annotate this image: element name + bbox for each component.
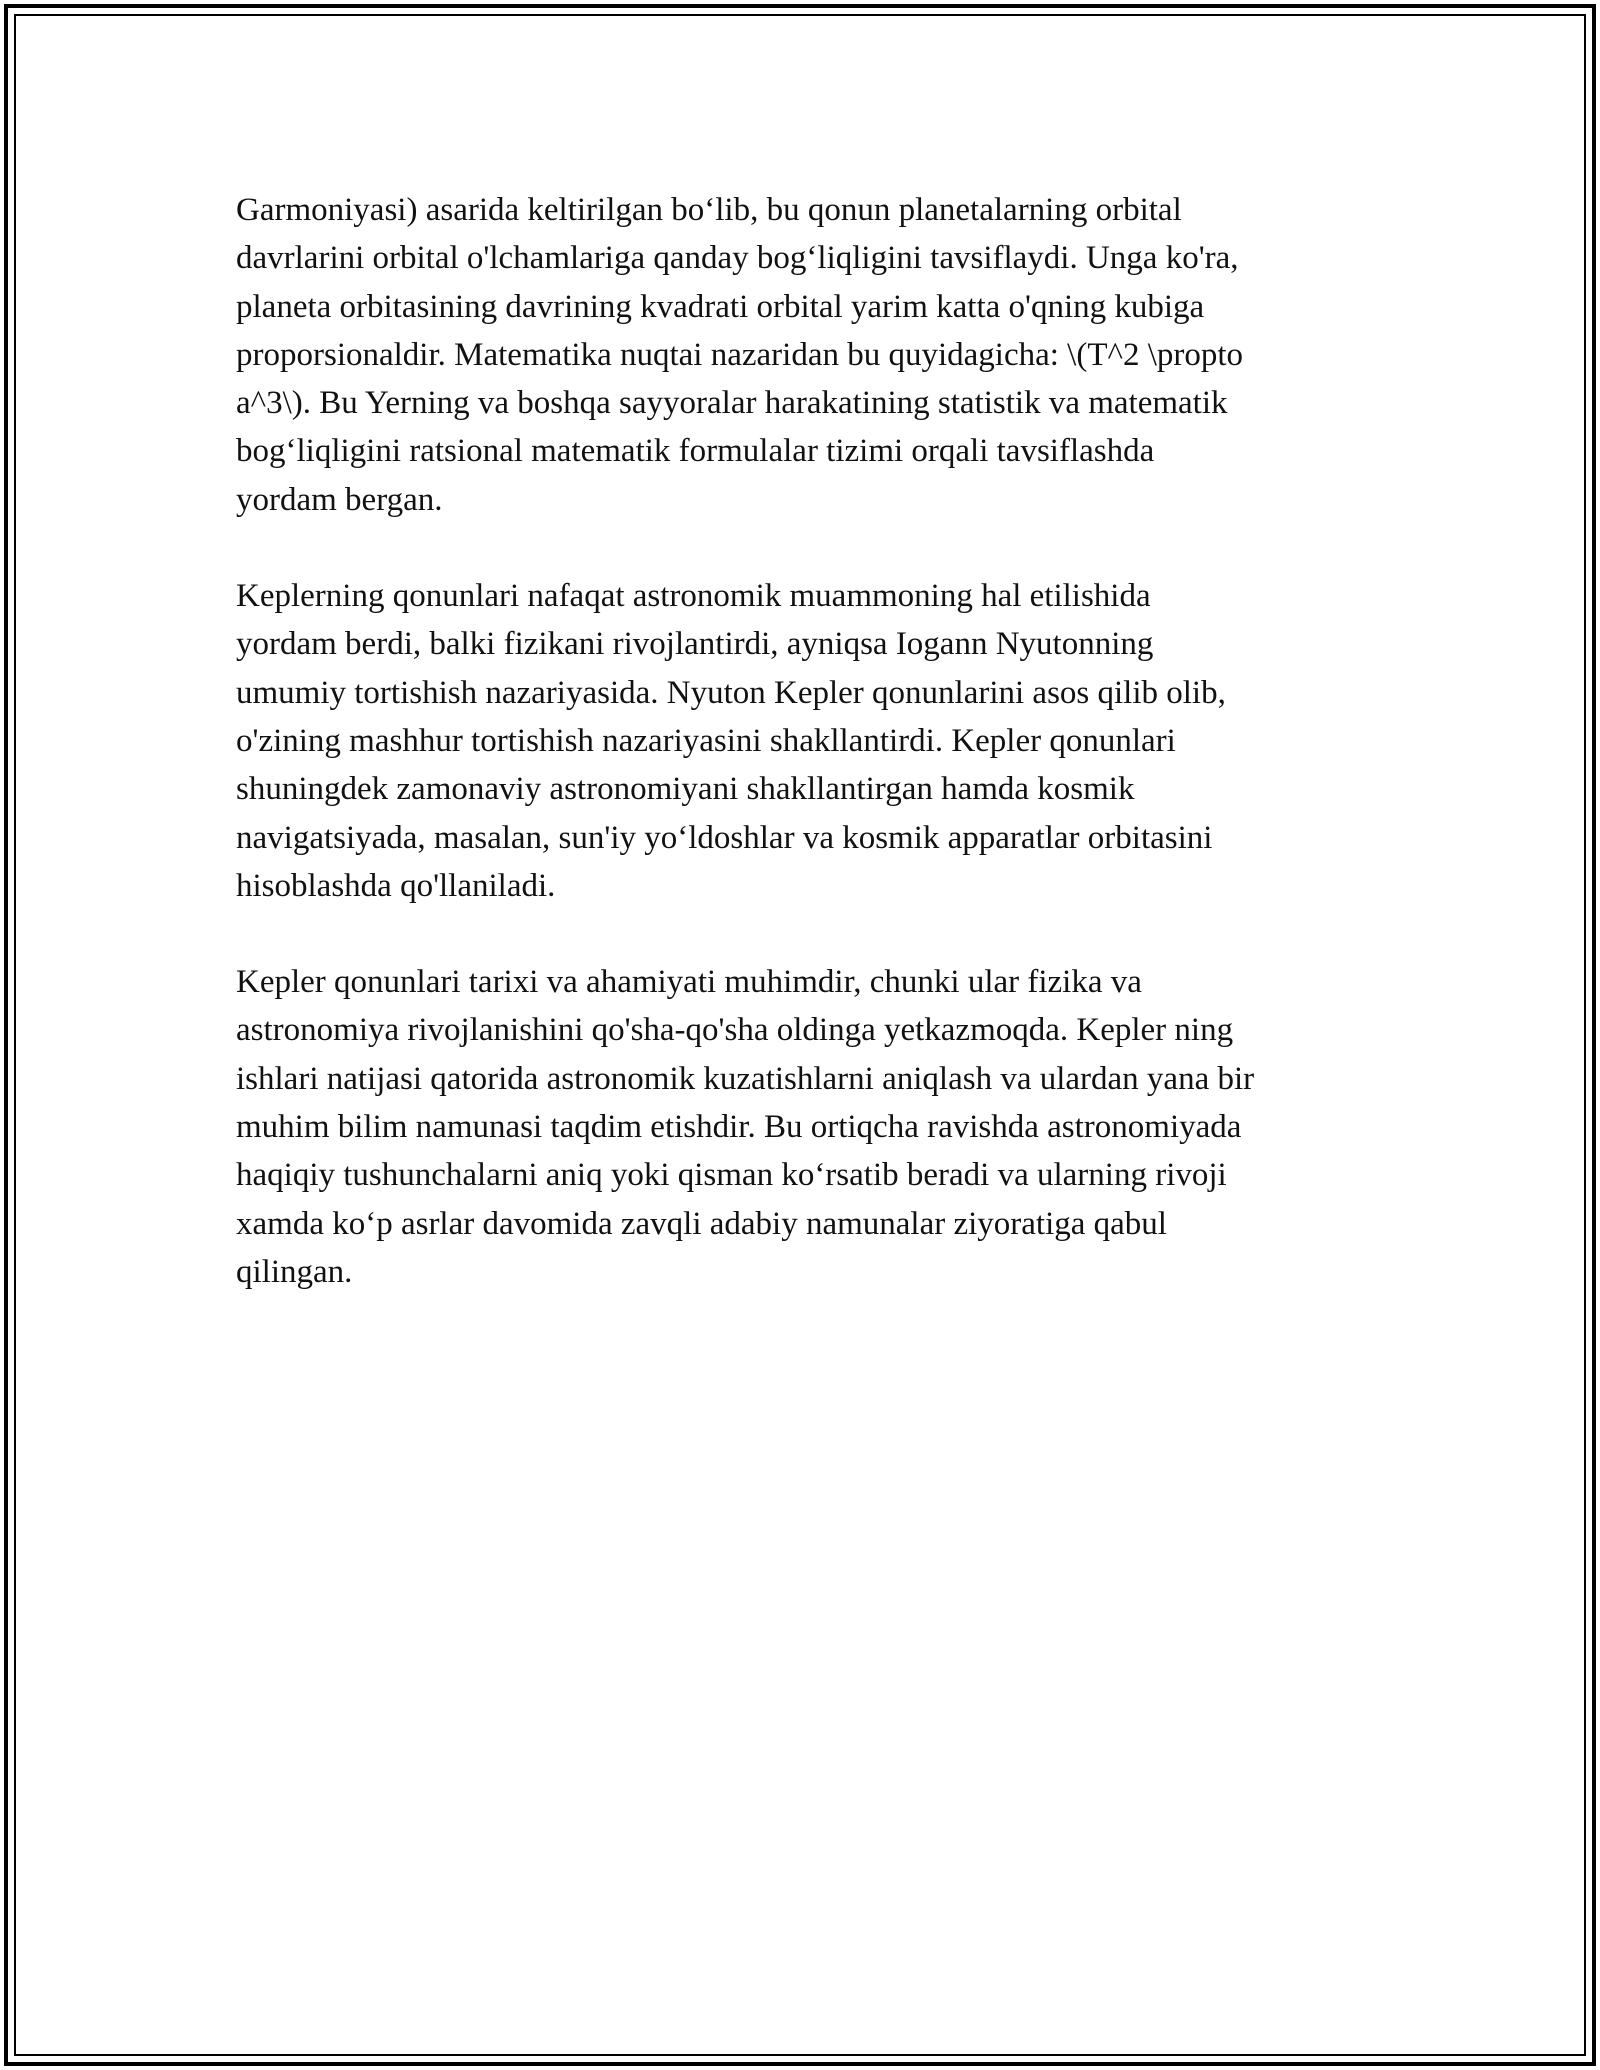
paragraph-kepler-third-law: Garmoniyasi) asarida keltirilgan bo‘lib, bu qonun planetalarning orbital davrlarini orbital o'lchamlariga qanday bog‘liqligini tavsiflaydi. Unga ko'ra, planeta orbitasining davrining kvadrati orbital yarim katta o'qning kubiga proporsionaldir. Matematika nuqtai nazaridan bu quyidagicha: \(T^2 \propto a^3\). Bu Yerning va boshqa sayyoralar harakatining statistik va matematik bog‘liqligini ratsional matematik formulalar tizimi orqali tavsiflashda yordam bergan. [236,192,1244,518]
paragraph-kepler-influence: Keplerning qonunlari nafaqat astronomik muammoning hal etilishida yordam berdi, balki fizikani rivojlantirdi, ayniqsa Iogann Nyutonning umumiy tortishish nazariyasida. Nyuton Kepler qonunlarini asos qilib olib, o'zining mashhur tortishish nazariyasini shakllantirdi. Kepler qonunlari shuningdek zamonaviy astronomiyani shakllantirgan hamda kosmik navigatsiyada, masalan, sun'iy yo‘ldoshlar va kosmik apparatlar orbitasini hisoblashda qo'llaniladi. [236,578,1226,904]
document-body [236,186,1376,1344]
paragraph-kepler-significance: Kepler qonunlari tarixi va ahamiyati muhimdir, chunki ular fizika va astronomiya rivojlanishini qo'sha-qo'sha oldinga yetkazmoqda. Kepler ning ishlari natijasi qatorida astronomik kuzatishlarni aniqlash va ulardan yana bir muhim bilim namunasi taqdim etishdir. Bu ortiqcha ravishda astronomiyada haqiqiy tushunchalarni aniq yoki qisman ko‘rsatib beradi va ularning rivoji xamda ko‘p asrlar davomida zavqli adabiy namunalar ziyoratiga qabul qilingan. [236,964,1255,1290]
